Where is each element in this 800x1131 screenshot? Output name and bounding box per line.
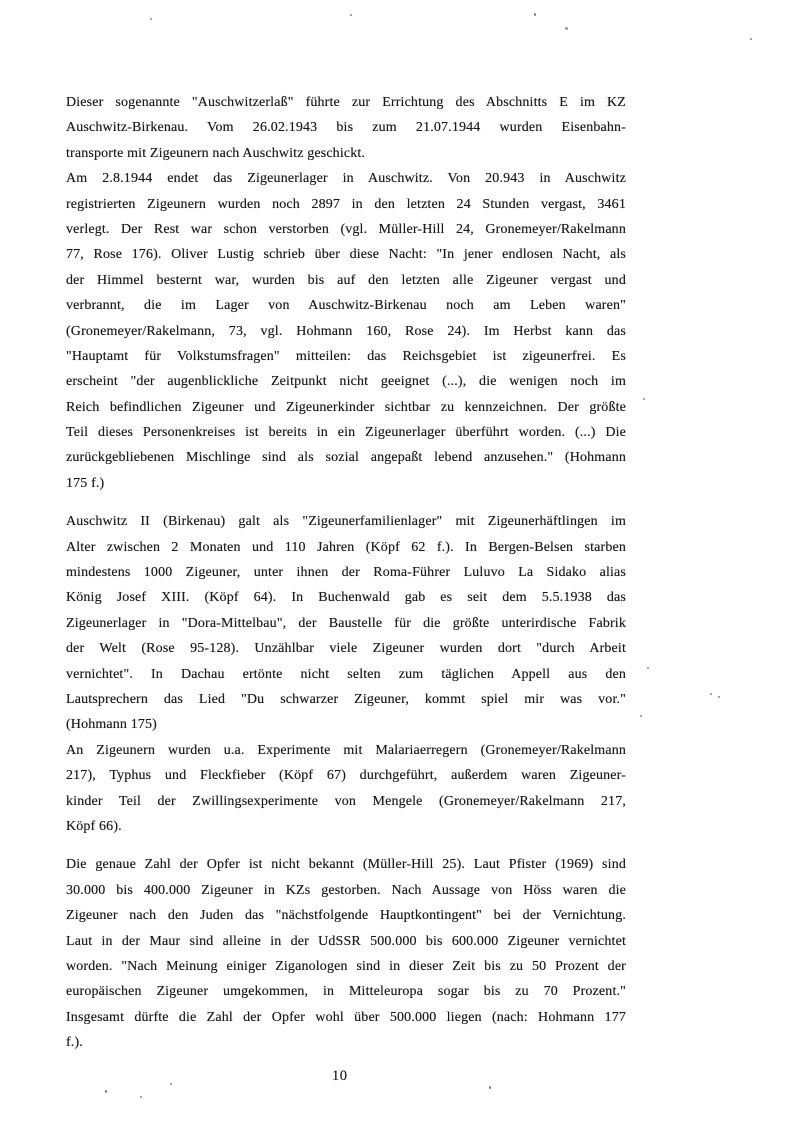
text-line: erscheint "der augenblickliche Zeitpunkt nicht geeignet (...), die wenigen noch im xyxy=(66,374,626,390)
scan-speck xyxy=(105,1090,107,1093)
scan-speck xyxy=(710,693,712,695)
text-line: vernichtet". In Dachau ertönte nicht selten zum täglichen Appell aus den xyxy=(66,666,626,682)
scan-speck xyxy=(640,715,642,717)
scan-speck xyxy=(534,13,536,16)
text-line: 175 f.) xyxy=(66,475,105,491)
scan-speck xyxy=(150,18,152,20)
text-line: 77, Rose 176). Oliver Lustig schrieb über diese Nacht: "In jener endlosen Nacht, als xyxy=(66,247,626,263)
text-line: König Josef XIII. (Köpf 64). In Buchenwald gab es seit dem 5.5.1938 das xyxy=(66,590,626,606)
scan-speck xyxy=(718,696,720,698)
text-line: transporte mit Zigeunern nach Auschwitz geschickt. xyxy=(66,145,366,161)
text-line: Lautsprechern das Lied "Du schwarzer Zigeuner, kommt spiel mir was vor." xyxy=(66,691,626,707)
text-line: Dieser sogenannte "Auschwitzerlaß" führte zur Errichtung des Abschnitts E im KZ xyxy=(66,95,626,110)
text-line: Zigeuner nach den Juden das "nächstfolgende Hauptkontingent" bei der Vernichtung. xyxy=(66,908,626,924)
text-line: Zigeunerlager in "Dora-Mittelbau", der Baustelle für die größte unterirdische Fabrik xyxy=(66,615,626,631)
scan-speck xyxy=(489,1086,491,1089)
text-line: der Himmel besternt war, wurden bis auf den letzten alle Zigeuner vergast und xyxy=(66,272,626,288)
scan-speck xyxy=(350,14,352,16)
text-line: Auschwitz-Birkenau. Vom 26.02.1943 bis zum 21.07.1944 wurden Eisenbahn- xyxy=(66,120,626,136)
text-line: verlegt. Der Rest war schon verstorben (vgl. Müller-Hill 24, Gronemeyer/Rakelmann xyxy=(66,221,626,237)
text-line: f.). xyxy=(66,1035,83,1051)
text-line: (Hohmann 175) xyxy=(66,717,157,733)
text-line: Insgesamt dürfte die Zahl der Opfer wohl über 500.000 liegen (nach: Hohmann 177 xyxy=(66,1009,626,1025)
text-line: (Gronemeyer/Rakelmann, 73, vgl. Hohmann 160, Rose 24). Im Herbst kann das xyxy=(66,323,626,339)
text-line: der Welt (Rose 95-128). Unzählbar viele Zigeuner wurden dort "durch Arbeit xyxy=(66,641,626,657)
text-line: europäischen Zigeuner umgekommen, in Mitteleuropa sogar bis zu 70 Prozent." xyxy=(66,984,626,1000)
text-line: kinder Teil der Zwillingsexperimente von Mengele (Gronemeyer/Rakelmann 217, xyxy=(66,793,626,809)
paragraph xyxy=(66,738,626,840)
text-line: Laut in der Maur sind alleine in der UdSSR 500.000 bis 600.000 Zigeuner vernichtet xyxy=(66,933,626,949)
text-line: 30.000 bis 400.000 Zigeuner in KZs gestorben. Nach Aussage von Höss waren die xyxy=(66,882,626,898)
text-line: Alter zwischen 2 Monaten und 110 Jahren (Köpf 62 f.). In Bergen-Belsen starben xyxy=(66,539,626,555)
text-line: Am 2.8.1944 endet das Zigeunerlager in Auschwitz. Von 20.943 in Auschwitz xyxy=(66,171,626,187)
text-line: "Hauptamt für Volkstumsfragen" mitteilen: das Reichsgebiet ist zigeunerfrei. Es xyxy=(66,348,626,364)
paragraph xyxy=(66,509,626,738)
text-line: verbrannt, die im Lager von Auschwitz-Birkenau noch am Leben waren" xyxy=(66,298,626,314)
text-line: Teil dieses Personenkreises ist bereits in ein Zigeunerlager überführt worden. (...) Die xyxy=(66,425,626,441)
text-line: Reich befindlichen Zigeuner und Zigeunerkinder sichtbar zu kennzeichnen. Der größte xyxy=(66,399,626,415)
body-text xyxy=(66,90,626,1055)
text-line: mindestens 1000 Zigeuner, unter ihnen der Roma-Führer Luluvo La Sidako alias xyxy=(66,565,626,581)
text-line: Köpf 66). xyxy=(66,818,122,834)
text-line: worden. "Nach Meinung einiger Ziganologen sind in dieser Zeit bis zu 50 Prozent der xyxy=(66,958,626,974)
text-line: An Zigeunern wurden u.a. Experimente mit Malariaerregern (Gronemeyer/Rakelmann xyxy=(66,742,626,758)
scan-speck xyxy=(565,27,568,30)
scan-speck xyxy=(170,1083,172,1085)
text-line: registrierten Zigeunern wurden noch 2897 in den letzten 24 Stunden vergast, 3461 xyxy=(66,196,626,212)
paragraph xyxy=(66,852,626,1055)
scan-speck xyxy=(140,1096,142,1098)
scan-speck xyxy=(647,667,649,669)
text-line: zurückgebliebenen Mischlinge sind als sozial angepaßt lebend anzusehen." (Hohmann xyxy=(66,450,626,466)
paragraph xyxy=(66,90,626,166)
page-number: 10 xyxy=(332,1068,348,1084)
scan-speck xyxy=(643,398,645,400)
text-line: Auschwitz II (Birkenau) galt als "Zigeunerfamilienlager" mit Zigeunerhäftlingen im xyxy=(66,514,626,530)
text-line: 217), Typhus und Fleckfieber (Köpf 67) durchgeführt, außerdem waren Zigeuner- xyxy=(66,768,626,784)
paragraph xyxy=(66,166,626,496)
text-line: Die genaue Zahl der Opfer ist nicht bekannt (Müller-Hill 25). Laut Pfister (1969) sind xyxy=(66,857,626,873)
scan-speck xyxy=(750,38,752,40)
